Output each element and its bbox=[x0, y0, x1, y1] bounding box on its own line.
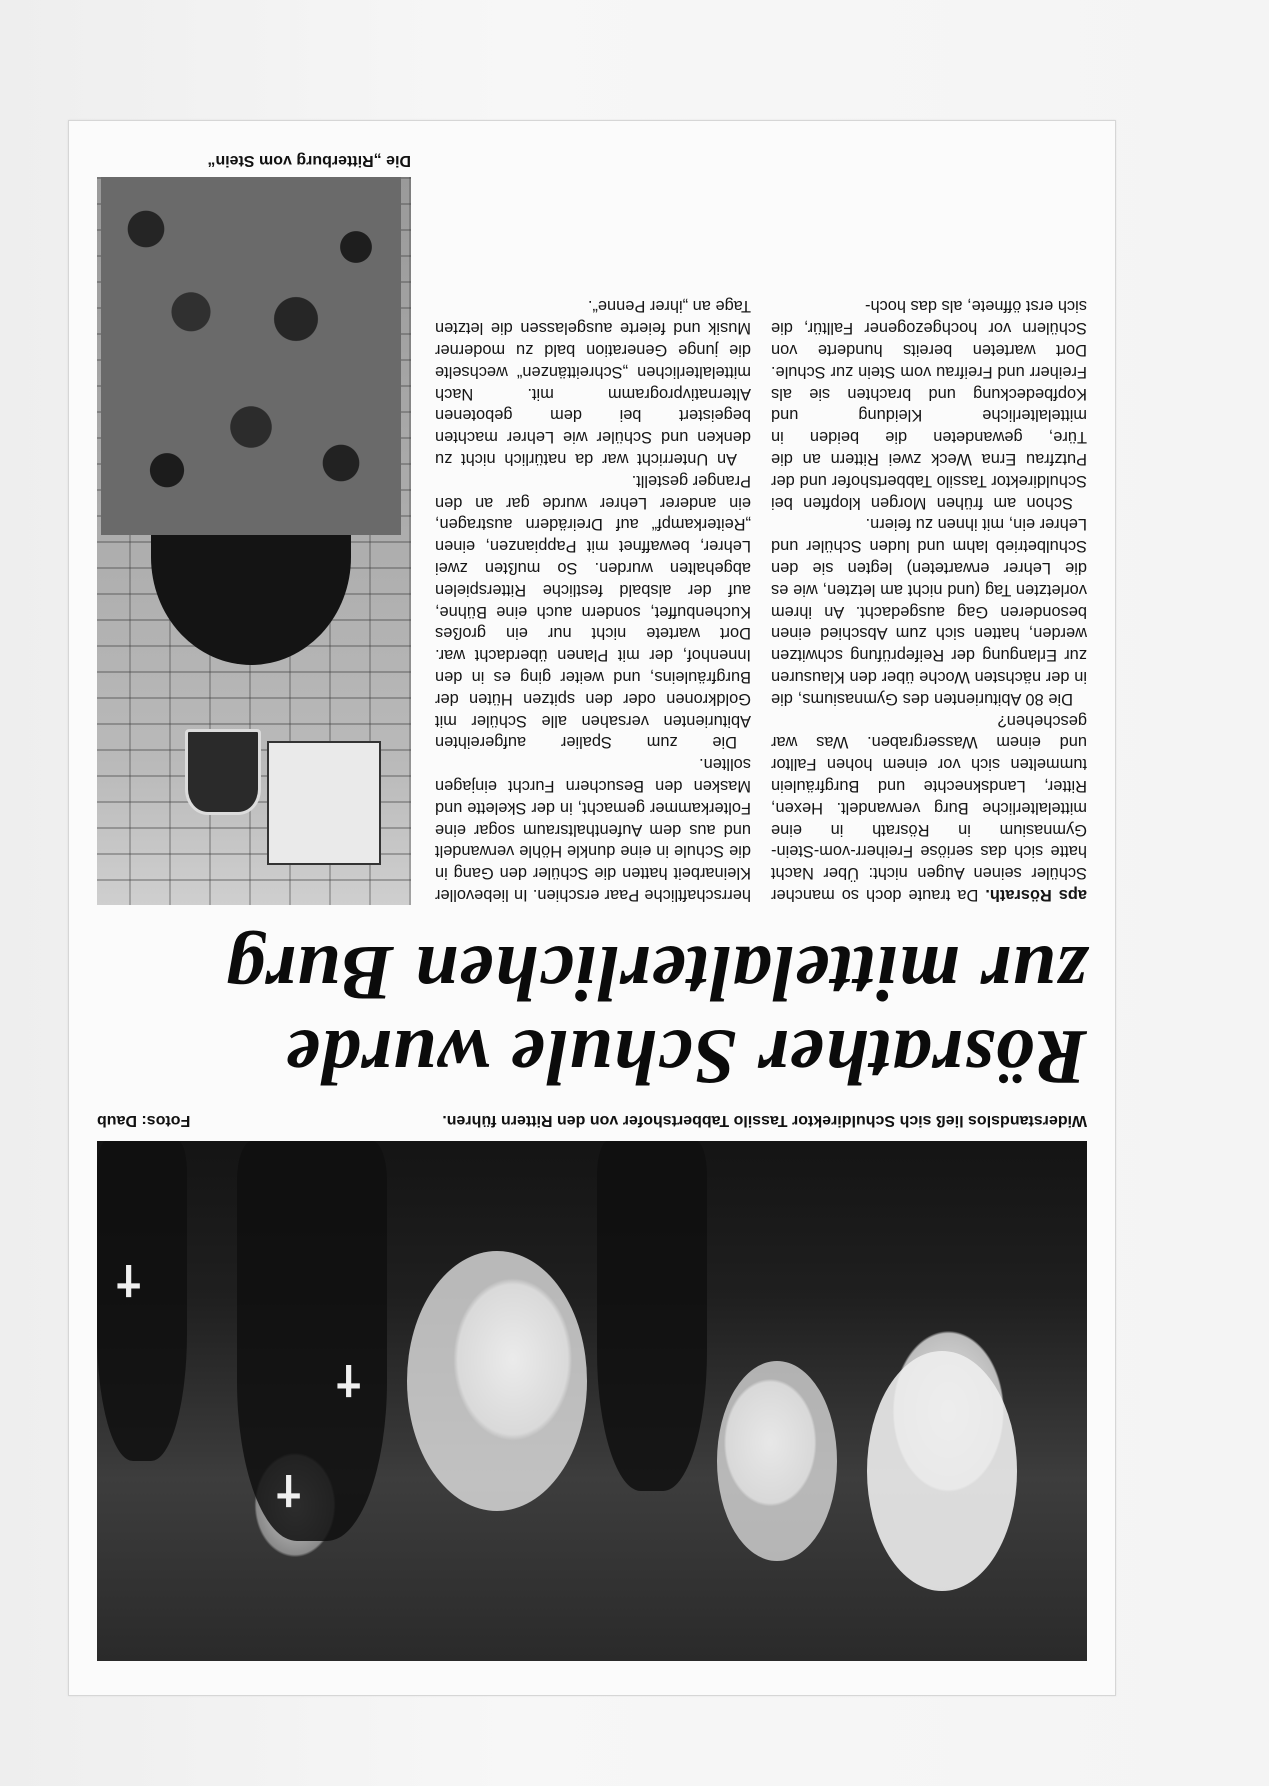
article-column-1 bbox=[771, 295, 1087, 905]
shield-icon bbox=[267, 741, 381, 865]
headline-line-1: Rösrather Schule wurde bbox=[284, 1014, 1087, 1101]
dateline: aps Rösrath. bbox=[985, 886, 1087, 904]
article-column-2 bbox=[435, 295, 751, 905]
headline-line-2: zur mittelalterlichen Burg bbox=[224, 930, 1087, 1017]
newspaper-clipping bbox=[68, 120, 1116, 1696]
photo-caption bbox=[97, 1109, 1087, 1131]
photo-caption-text: Widerstandslos ließ sich Schuldirektor Tassilo Tabbertshofer von den Rittern führen. bbox=[442, 1112, 1087, 1129]
castle-sign-icon bbox=[185, 729, 261, 815]
photo-knights-with-director: ✝ ✝ ✝ bbox=[97, 1141, 1087, 1661]
paragraph: aps Rösrath. Da traute doch so mancher Schüler seinen Augen nicht: Über Nacht hatte sich das seriöse Freiherr-vom-Stein-Gymnasium in Rösrath in eine mittelalterliche Burg verwandelt. Hexen, Ritter, Landsknechte und Burgfräulein tummelten sich vor einem hohen Falltor und einem Wassergraben. Was war geschehen? bbox=[771, 711, 1087, 904]
article-body bbox=[97, 145, 1087, 905]
paragraph: Schon am frühen Morgen klopften bei Schuldirektor Tassilo Tabbertshofer und der Putzfrau Erna Weck zwei Rittern an die Türe, gewandeten die beiden in mittelalterliche Kleidung und Kopfbedeckung und brachten sie als Freiherr und Freifrau vom Stein zur Schule. Dort warteten bereits hunderte von Schülern vor hochgezogener Falltür, die sich erst öffnete, als das hoch- bbox=[771, 297, 1087, 512]
headline bbox=[97, 931, 1087, 1099]
foliage bbox=[101, 177, 401, 535]
paragraph: Die 80 Abiturienten des Gymnasiums, die in der nächsten Woche über den Klausuren zur Erlangung der Reifeprüfung schwitzen werden, hatten sich zum Abschied einen besonderen Gag ausgedacht. An ihrem vorletzten Tag (und nicht am letzten, wie es die Lehrer erwarteten) legten sie den Schulbetrieb lahm und luden Schüler und Lehrer ein, mit ihnen zu feiern. bbox=[771, 515, 1087, 708]
paragraph: herrschaftliche Paar erschien. In liebevoller Kleinarbeit hatten die Schüler den Gang in die Schule in eine dunkle Höhle verwandelt und aus dem Aufenthaltsraum sogar eine Folterkammer gemacht, in der Skelette und Masken den Besuchern Furcht einjagen sollten. bbox=[435, 755, 751, 904]
photo-credit: Fotos: Daub bbox=[97, 1112, 191, 1129]
paragraph: Die zum Spalier aufgereihten Abiturienten versahen alle Schüler mit Goldkronen oder den spitzen Hüten der Burgfräuleins, und weiter ging es in den Innenhof, der mit Planen überdacht war. Dort wartete nicht nur ein großes Kuchenbuffet, sondern auch eine Bühne, auf der alsbald festliche Ritterspielen abgehalten wurden. So mußten zwei Lehrer, bewaffnet mit Pappianzen, einen „Reiterkampf“ auf Dreirädern austragen, ein anderer Lehrer wurde gar an den Pranger gestellt. bbox=[435, 471, 751, 752]
paragraph: An Unterricht war da natürlich nicht zu denken und Schüler wie Lehrer machten begeistert bei dem gebotenen Alternativprogramm mit. Nach mittelalterlichen „Schreittänzen“ wechselte die junge Generation bald zu moderner Musik und feierte ausgelassen die letzten Tage an „ihrer Penne“. bbox=[435, 297, 751, 469]
photo-caption-ritterburg: Die „Ritterburg vom Stein“ bbox=[207, 152, 411, 169]
photo-ritterburg bbox=[97, 177, 411, 905]
